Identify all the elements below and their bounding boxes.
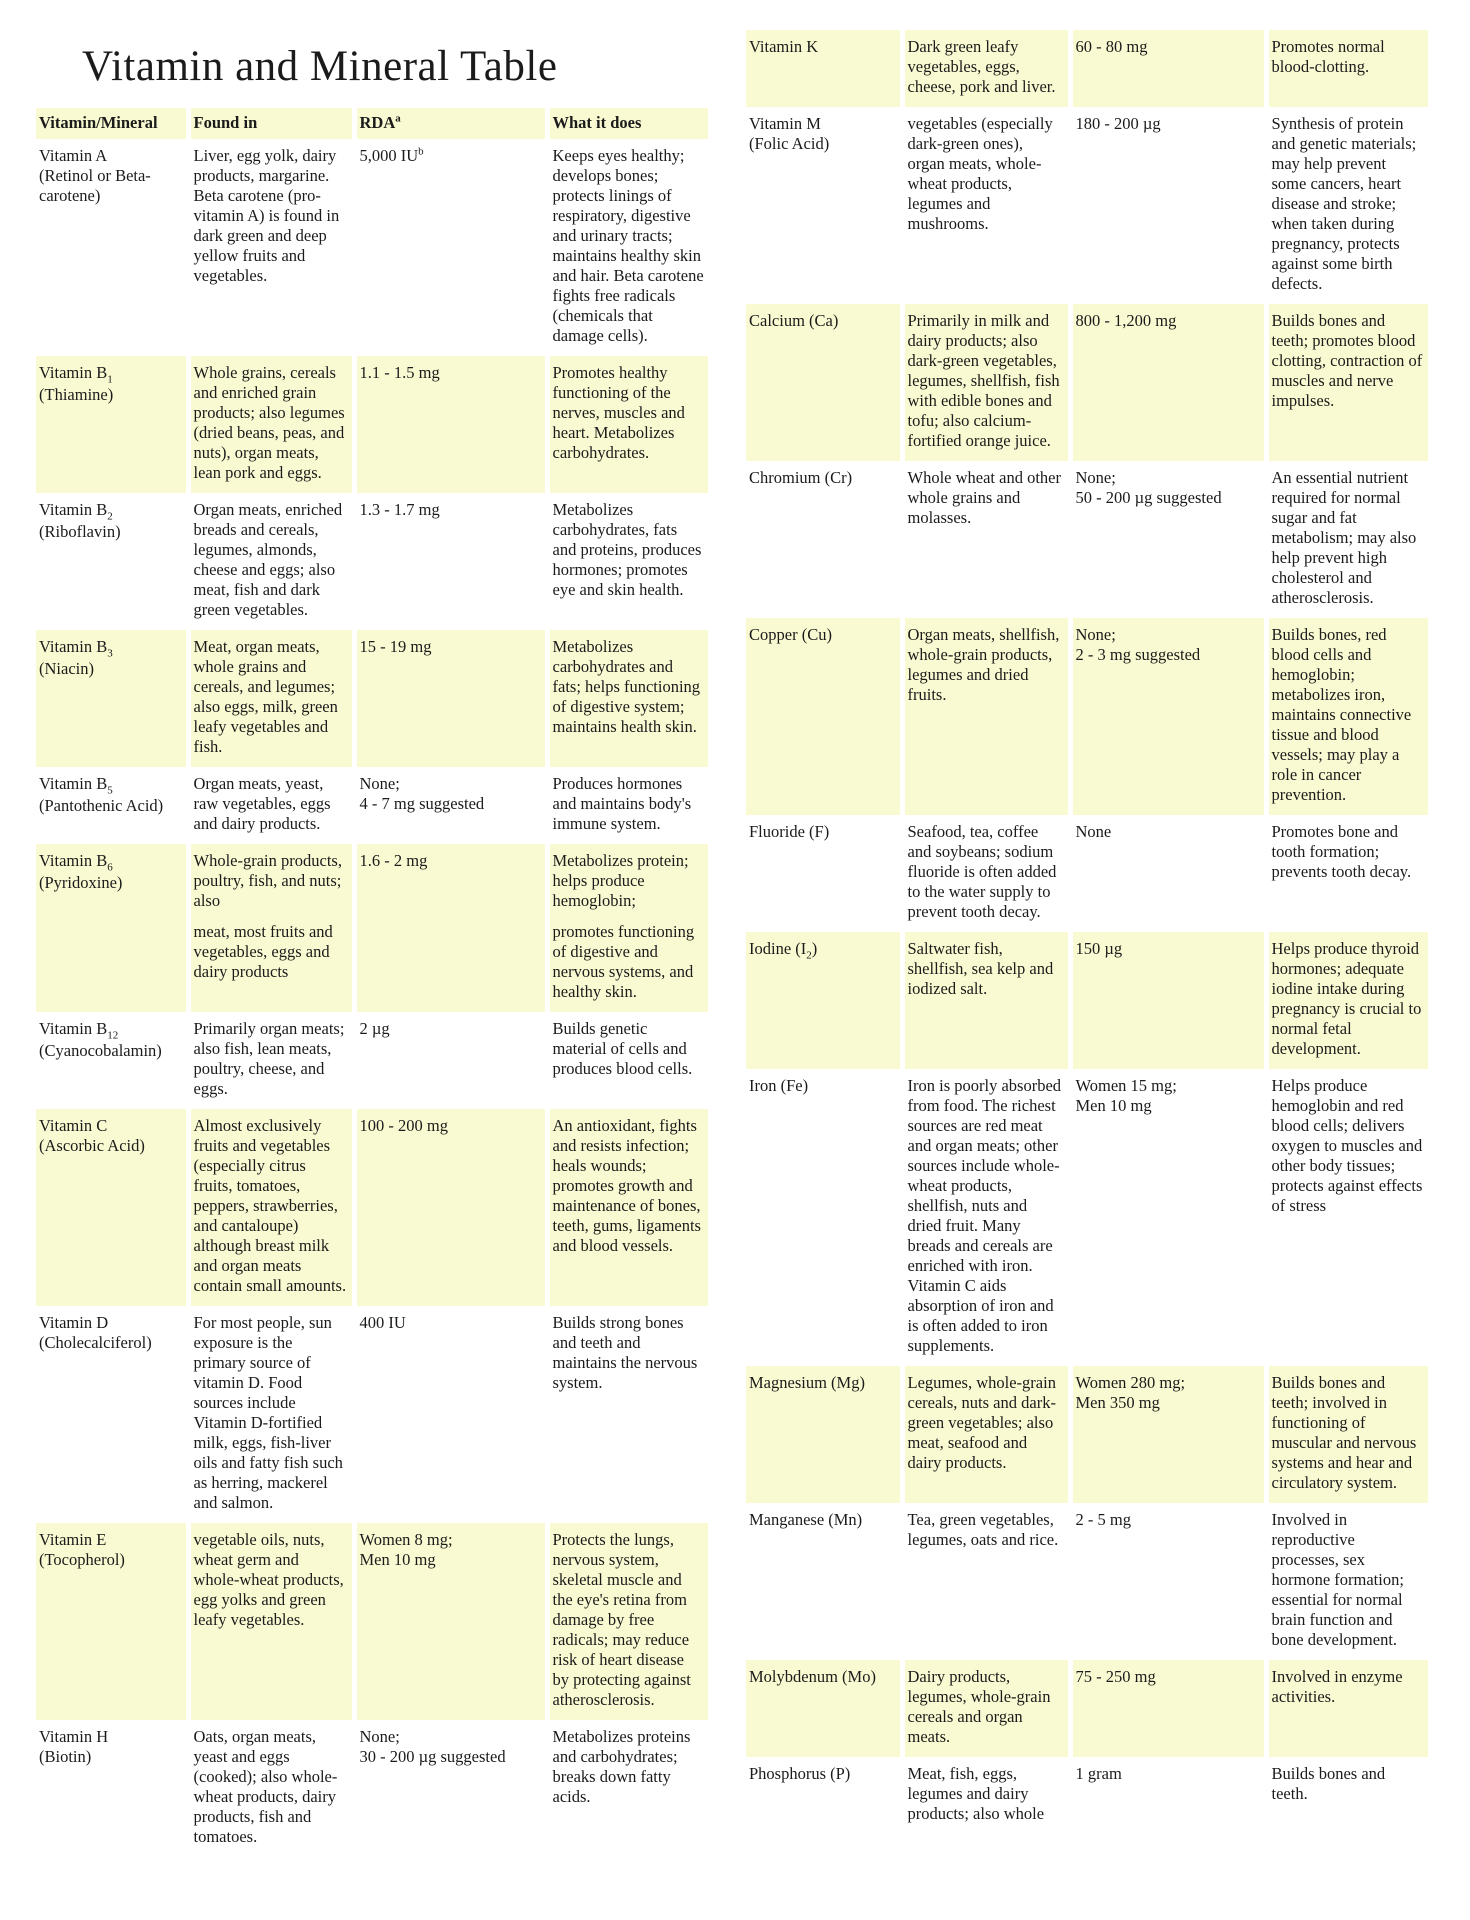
- page-title: Vitamin and Mineral Table: [82, 43, 558, 90]
- rda-cell: 2 - 5 mg: [1070, 1503, 1266, 1660]
- what-it-does-cell: Builds strong bones and teeth and maintains the nervous system.: [547, 1306, 708, 1523]
- vitamin-name-cell: Iodine $(I_2)$: [746, 932, 902, 1069]
- found-in-cell: Iron is poorly absorbed from food. The richest sources are red meat and organ meats; other sources include whole-wheat products, shellfish, nuts and dried fruit. Many breads and cereals are enriched with iron. Vitamin C aids absorption of iron and is often added to iron supplements.: [902, 1069, 1070, 1366]
- rda-cell: 5,000 $IU^b$: [354, 139, 547, 356]
- vitamin-mineral-table-left: [36, 108, 708, 1857]
- vitamin-name-cell: Magnesium (Mg): [746, 1366, 902, 1503]
- vitamin-name-cell: Calcium (Ca): [746, 304, 902, 461]
- vitamin-name-cell: Vitamin M (Folic Acid): [749, 114, 830, 153]
- rda-cell: 2 µg: [354, 1012, 547, 1109]
- rda-cell: None; 30 - 200 µg suggested: [354, 1720, 547, 1857]
- table-row: [36, 1109, 708, 1306]
- what-it-does-cell: Synthesis of protein and genetic materials; may help prevent some cancers, heart disease and stroke; when taken during pregnancy, protects against some birth defects.: [1266, 107, 1428, 304]
- vitamin-name-cell: Vitamin $B_5$ (Pantothenic Acid): [39, 774, 164, 816]
- table-row: [746, 618, 1428, 815]
- vitamin-name-cell: Chromium (Cr): [749, 468, 853, 487]
- what-it-does-cell: An essential nutrient required for normal sugar and fat metabolism; may also help prevent high cholesterol and atherosclerosis.: [1266, 461, 1428, 618]
- found-in-cell: Seafood, tea, coffee and soybeans; sodium fluoride is often added to the water supply to prevent tooth decay.: [902, 815, 1070, 932]
- what-it-does-cell: Produces hormones and maintains body's immune system.: [547, 767, 708, 844]
- what-it-does-cell: Promotes bone and tooth formation; prevents tooth decay.: [1266, 815, 1428, 932]
- what-it-does-cell: Protects the lungs, nervous system, skeletal muscle and the eye's retina from damage by free radicals; may reduce risk of heart disease by protecting against atherosclerosis.: [547, 1523, 708, 1720]
- what-it-does-cell: Keeps eyes healthy; develops bones; protects linings of respiratory, digestive and urinary tracts; maintains healthy skin and hair. Beta carotene fights free radicals (chemicals that damage cells).: [547, 139, 708, 356]
- what-it-does-cell: Metabolizes carbohydrates and fats; helps functioning of digestive system; maintains health skin.: [547, 630, 708, 767]
- table-row: [36, 767, 708, 844]
- vitamin-name-cell: Phosphorus (P): [749, 1764, 851, 1783]
- paragraph-gap: [553, 911, 705, 922]
- found-in-cell: Organ meats, yeast, raw vegetables, eggs and dairy products.: [188, 767, 354, 844]
- what-it-does-cell: Metabolizes proteins and carbohydrates; breaks down fatty acids.: [547, 1720, 708, 1857]
- rda-cell: None; 4 - 7 mg suggested: [354, 767, 547, 844]
- rda-cell: 75 - 250 mg: [1070, 1660, 1266, 1757]
- vitamin-name-cell: Manganese (Mn): [749, 1510, 863, 1529]
- what-it-does-cell: Helps produce thyroid hormones; adequate iodine intake during pregnancy is crucial to normal fetal development.: [1266, 932, 1428, 1069]
- rda-cell: 800 - 1,200 mg: [1070, 304, 1266, 461]
- table-row: [36, 844, 708, 1012]
- what-it-does-cell: An antioxidant, fights and resists infection; heals wounds; promotes growth and maintenance of bones, teeth, gums, ligaments and blood vessels.: [547, 1109, 708, 1306]
- right-page-column: [746, 30, 1428, 1834]
- found-in-cell: Dairy products, legumes, whole-grain cereals and organ meats.: [902, 1660, 1070, 1757]
- rda-cell: 1 gram: [1070, 1757, 1266, 1834]
- found-in-cell: vegetable oils, nuts, wheat germ and whole-wheat products, egg yolks and green leafy vegetables.: [188, 1523, 354, 1720]
- vitamin-name-cell: Vitamin E (Tocopherol): [36, 1523, 188, 1720]
- rda-cell: Women 8 mg; Men 10 mg: [354, 1523, 547, 1720]
- what-it-does-cell: Builds bones and teeth.: [1266, 1757, 1428, 1834]
- rda-cell: None; 2 - 3 mg suggested: [1070, 618, 1266, 815]
- table-header-row-container: [36, 108, 708, 139]
- found-in-cell: Almost exclusively fruits and vegetables (especially citrus fruits, tomatoes, peppers, strawberries, and cantaloupe) although breast milk and organ meats contain small amounts.: [188, 1109, 354, 1306]
- vitamin-name-cell: Vitamin H (Biotin): [39, 1727, 109, 1766]
- vitamin-name-cell: Vitamin K: [746, 30, 902, 107]
- what-it-does-cell: Promotes normal blood-clotting.: [1266, 30, 1428, 107]
- found-in-cell: Primarily organ meats; also fish, lean meats, poultry, cheese, and eggs.: [188, 1012, 354, 1109]
- found-in-cell: Oats, organ meats, yeast and eggs (cooked); also whole-wheat products, dairy products, fish and tomatoes.: [188, 1720, 354, 1857]
- found-in-cell: Dark green leafy vegetables, eggs, cheese, pork and liver.: [902, 30, 1070, 107]
- rda-cell: None; 50 - 200 µg suggested: [1070, 461, 1266, 618]
- found-in-cell: For most people, sun exposure is the primary source of vitamin D. Food sources include Vitamin D-fortified milk, eggs, fish-liver oils and fatty fish such as herring, mackerel and salmon.: [188, 1306, 354, 1523]
- found-in-cell: Organ meats, shellfish, whole-grain products, legumes and dried fruits.: [902, 618, 1070, 815]
- table-body-left: [36, 139, 708, 1857]
- table-row: [36, 493, 708, 630]
- table-body-right: [746, 30, 1428, 1834]
- table-row: [36, 630, 708, 767]
- rda-cell: Women 280 mg; Men 350 mg: [1070, 1366, 1266, 1503]
- what-it-does-cell: Builds bones and teeth; promotes blood clotting, contraction of muscles and nerve impulses.: [1266, 304, 1428, 461]
- table-row: [36, 139, 708, 356]
- what-it-does-cell: Metabolizes protein; helps produce hemoglobin; promotes functioning of digestive and nervous systems, and healthy skin.: [547, 844, 708, 1012]
- vitamin-name-cell: Vitamin $B_1$ (Thiamine): [36, 356, 188, 493]
- vitamin-name-cell: Fluoride (F): [749, 822, 830, 841]
- what-it-does-cell: Involved in enzyme activities.: [1266, 1660, 1428, 1757]
- found-in-cell: Saltwater fish, shellfish, sea kelp and iodized salt.: [902, 932, 1070, 1069]
- vitamin-name-cell: Vitamin $B_2$ (Riboflavin): [39, 500, 121, 542]
- rda-cell: 100 - 200 mg: [354, 1109, 547, 1306]
- found-in-cell: Whole grains, cereals and enriched grain products; also legumes (dried beans, peas, and nuts), organ meats, lean pork and eggs.: [188, 356, 354, 493]
- table-row: [746, 1069, 1428, 1366]
- table-row: [746, 107, 1428, 304]
- column-header-vitamin-mineral: Vitamin/Mineral: [36, 108, 188, 139]
- found-in-cell: Meat, organ meats, whole grains and cereals, and legumes; also eggs, milk, green leafy vegetables and fish.: [188, 630, 354, 767]
- rda-cell: Women 15 mg; Men 10 mg: [1070, 1069, 1266, 1366]
- what-it-does-cell: Builds genetic material of cells and produces blood cells.: [547, 1012, 708, 1109]
- vitamin-name-cell: Copper (Cu): [746, 618, 902, 815]
- vitamin-name-cell: Vitamin $B_{12}$ (Cyanocobalamin): [39, 1019, 162, 1061]
- found-in-cell: Tea, green vegetables, legumes, oats and rice.: [902, 1503, 1070, 1660]
- table-row: [36, 1523, 708, 1720]
- table-row: [746, 815, 1428, 932]
- rda-cell: 1.6 - 2 mg: [354, 844, 547, 1012]
- what-it-does-cell: Metabolizes carbohydrates, fats and proteins, produces hormones; promotes eye and skin health.: [547, 493, 708, 630]
- found-in-cell: vegetables (especially dark-green ones), organ meats, whole-wheat products, legumes and mushrooms.: [902, 107, 1070, 304]
- found-in-cell: Whole-grain products, poultry, fish, and nuts; also meat, most fruits and vegetables, eggs and dairy products: [188, 844, 354, 1012]
- table-row: [746, 461, 1428, 618]
- table-row: [36, 1012, 708, 1109]
- vitamin-name-cell: Iron (Fe): [749, 1076, 809, 1095]
- found-in-cell: Whole wheat and other whole grains and molasses.: [902, 461, 1070, 618]
- rda-cell: 150 µg: [1070, 932, 1266, 1069]
- paragraph-gap: [194, 911, 348, 922]
- vitamin-mineral-table-right: [746, 30, 1428, 1834]
- table-row: [746, 1660, 1428, 1757]
- rda-cell: None: [1070, 815, 1266, 932]
- what-it-does-cell: Builds bones, red blood cells and hemoglobin; metabolizes iron, maintains connective tissue and blood vessels; may play a role in cancer prevention.: [1266, 618, 1428, 815]
- what-it-does-cell: Helps produce hemoglobin and red blood cells; delivers oxygen to muscles and other body tissues; protects against effects of stress: [1266, 1069, 1428, 1366]
- found-in-cell: Meat, fish, eggs, legumes and dairy products; also whole: [902, 1757, 1070, 1834]
- rda-cell: 15 - 19 mg: [354, 630, 547, 767]
- rda-cell: 180 - 200 µg: [1070, 107, 1266, 304]
- vitamin-name-cell: Vitamin $B_3$ (Niacin): [36, 630, 188, 767]
- what-it-does-cell: Builds bones and teeth; involved in functioning of muscular and nervous systems and hear and circulatory system.: [1266, 1366, 1428, 1503]
- table-row: [746, 30, 1428, 107]
- rda-cell: 60 - 80 mg: [1070, 30, 1266, 107]
- table-row: [36, 1720, 708, 1857]
- what-it-does-cell: Involved in reproductive processes, sex hormone formation; essential for normal brain function and bone development.: [1266, 1503, 1428, 1660]
- table-row: [746, 932, 1428, 1069]
- vitamin-name-cell: Molybdenum (Mo): [746, 1660, 902, 1757]
- table-row: [746, 1366, 1428, 1503]
- found-in-cell: Liver, egg yolk, dairy products, margarine. Beta carotene (pro-vitamin A) is found in dark green and deep yellow fruits and vegetables.: [188, 139, 354, 356]
- rda-cell: 400 IU: [354, 1306, 547, 1523]
- rda-cell: 1.1 - 1.5 mg: [354, 356, 547, 493]
- vitamin-name-cell: Vitamin D (Cholecalciferol): [39, 1313, 152, 1352]
- column-header-found-in: Found in: [188, 108, 354, 139]
- table-row: [36, 356, 708, 493]
- left-page-column: [36, 0, 708, 1857]
- table-row: [746, 304, 1428, 461]
- found-in-cell: Legumes, whole-grain cereals, nuts and dark-green vegetables; also meat, seafood and dairy products.: [902, 1366, 1070, 1503]
- rda-cell: 1.3 - 1.7 mg: [354, 493, 547, 630]
- vitamin-name-cell: Vitamin C (Ascorbic Acid): [36, 1109, 188, 1306]
- found-in-cell: Organ meats, enriched breads and cereals, legumes, almonds, cheese and eggs; also meat, fish and dark green vegetables.: [188, 493, 354, 630]
- table-header-row: [36, 108, 708, 139]
- vitamin-name-cell: Vitamin $B_6$ (Pyridoxine): [36, 844, 188, 1012]
- column-header-rda: RDA$^a$: [354, 108, 547, 139]
- table-row: [746, 1757, 1428, 1834]
- found-in-cell: Primarily in milk and dairy products; also dark-green vegetables, legumes, shellfish, fish with edible bones and tofu; also calcium-fortified orange juice.: [902, 304, 1070, 461]
- what-it-does-cell: Promotes healthy functioning of the nerves, muscles and heart. Metabolizes carbohydrates.: [547, 356, 708, 493]
- table-row: [36, 1306, 708, 1523]
- column-header-what-it-does: What it does: [547, 108, 708, 139]
- table-row: [746, 1503, 1428, 1660]
- vitamin-name-cell: Vitamin A (Retinol or Beta-carotene): [39, 146, 151, 205]
